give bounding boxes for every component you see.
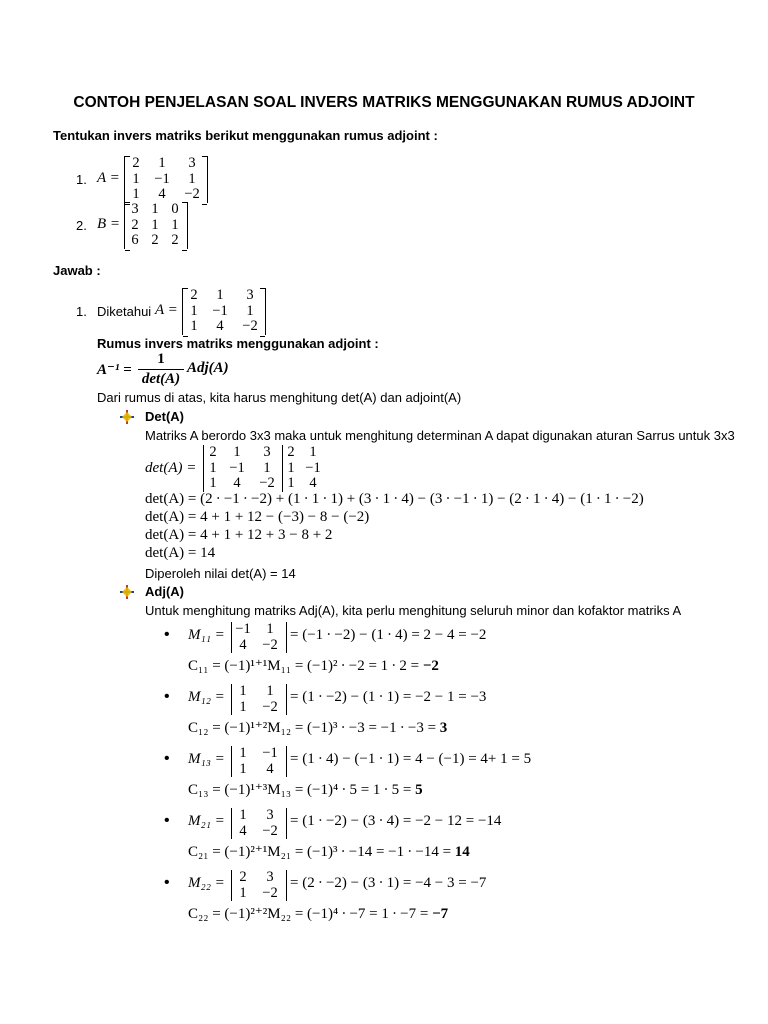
cofactor-value: −2 xyxy=(422,658,439,674)
bullet-icon xyxy=(120,410,134,424)
instruction-text: Tentukan invers matriks berikut menggunakan rumus adjoint : xyxy=(53,128,438,143)
list-bullet: • xyxy=(164,812,170,829)
problem-1-number: 1. xyxy=(76,172,87,187)
list-bullet: • xyxy=(164,750,170,767)
det-description: Matriks A berordo 3x3 maka untuk menghitung determinan A dapat digunakan aturan Sarrus untuk 3x3 xyxy=(145,428,735,443)
minor-label: M₂₂ = xyxy=(188,875,225,891)
cofactor-expression: C₁₁ = (−1)¹⁺¹M₁₁ = (−1)² ∙ −2 = 1 ∙ 2 = xyxy=(188,658,423,674)
bullet-icon xyxy=(120,585,134,599)
adj-description: Untuk menghitung matriks Adj(A), kita perlu menghitung seluruh minor dan kofaktor matriks A xyxy=(145,603,682,618)
minor-determinant: −1 1 4 −2 xyxy=(231,622,287,653)
problem-1-matrix: 2 1 3 1 −1 1 1 4 −2 xyxy=(124,156,208,203)
sarrus-determinant: 2 1 3 1 −1 1 1 4 −2 xyxy=(203,445,283,492)
cofactor-line xyxy=(188,718,447,737)
jawab-heading: Jawab : xyxy=(53,263,101,278)
cofactor-expression: C₁₃ = (−1)¹⁺³M₁₃ = (−1)⁴ ∙ 5 = 1 ∙ 5 = xyxy=(188,782,416,798)
rumus-denominator: det(A) xyxy=(141,371,181,387)
rumus-lhs: A⁻¹ = xyxy=(97,362,132,378)
answer-1-label: A = xyxy=(155,302,178,318)
list-bullet: • xyxy=(164,688,170,705)
adj-heading: Adj(A) xyxy=(145,584,184,599)
minor-determinant: 2 3 1 −2 xyxy=(231,870,287,901)
det-step-3: det(A) = 4 + 1 + 12 + 3 − 8 + 2 xyxy=(145,527,333,543)
det-step-4: det(A) = 14 xyxy=(145,545,216,561)
rumus-numerator: 1 xyxy=(157,351,165,367)
minor-determinant: 1 1 1 −2 xyxy=(231,684,287,715)
minor-label: M₁₂ = xyxy=(188,689,225,705)
minor-expression: = (−1 ∙ −2) − (1 ∙ 4) = 2 − 4 = −2 xyxy=(290,627,487,643)
rumus-adj: Adj(A) xyxy=(187,360,229,376)
minor-determinant: 1 −1 1 4 xyxy=(231,746,287,777)
sarrus-extension: 2 1 1 −1 1 4 xyxy=(287,444,321,491)
problem-2-number: 2. xyxy=(76,218,87,233)
sarrus-label: det(A) = xyxy=(145,460,197,476)
det-heading: Det(A) xyxy=(145,409,184,424)
det-result: Diperoleh nilai det(A) = 14 xyxy=(145,566,296,581)
minor-expression: = (1 ∙ −2) − (1 ∙ 1) = −2 − 1 = −3 xyxy=(290,689,487,705)
det-step-1: det(A) = (2 ∙ −1 ∙ −2) + (1 ∙ 1 ∙ 1) + (3 ∙ 1 ∙ 4) − (3 ∙ −1 ∙ 1) − (2 ∙ 1 ∙ 4) − (1 ∙ 1 ∙ −2) xyxy=(145,491,644,507)
dari-rumus-text: Dari rumus di atas, kita harus menghitung det(A) dan adjoint(A) xyxy=(97,390,462,405)
problem-2-matrix: 3 1 0 2 1 1 6 2 2 xyxy=(124,202,188,249)
minor-expression: = (1 ∙ −2) − (3 ∙ 4) = −2 − 12 = −14 xyxy=(290,813,502,829)
cofactor-value: 5 xyxy=(415,782,423,798)
cofactor-value: 14 xyxy=(454,844,470,860)
cofactor-line xyxy=(188,656,439,675)
cofactor-expression: C₁₂ = (−1)¹⁺²M₁₂ = (−1)³ ∙ −3 = −1 ∙ −3 = xyxy=(188,720,440,736)
rumus-title: Rumus invers matriks menggunakan adjoint : xyxy=(97,336,379,351)
cofactor-value: −7 xyxy=(432,906,449,922)
cofactor-expression: C₂₁ = (−1)²⁺¹M₂₁ = (−1)³ ∙ −14 = −1 ∙ −14 = xyxy=(188,844,455,860)
page-title: CONTOH PENJELASAN SOAL INVERS MATRIKS MENGGUNAKAN RUMUS ADJOINT xyxy=(73,94,695,111)
det-step-2: det(A) = 4 + 1 + 12 − (−3) − 8 − (−2) xyxy=(145,509,370,525)
cofactor-line xyxy=(188,842,470,861)
minor-label: M₁₁ = xyxy=(188,627,225,643)
answer-1-number: 1. xyxy=(76,304,87,319)
cofactor-line xyxy=(188,780,423,799)
rumus-fraction xyxy=(138,351,184,388)
cofactor-expression: C₂₂ = (−1)²⁺²M₂₂ = (−1)⁴ ∙ −7 = 1 ∙ −7 = xyxy=(188,906,433,922)
problem-1-label: A = xyxy=(97,170,120,186)
diketahui-label: Diketahui xyxy=(97,304,152,319)
list-bullet: • xyxy=(164,874,170,891)
answer-1-matrix: 2 1 3 1 −1 1 1 4 −2 xyxy=(182,288,266,335)
minor-label: M₁₃ = xyxy=(188,751,225,767)
cofactor-line xyxy=(188,904,448,923)
minor-label: M₂₁ = xyxy=(188,813,225,829)
problem-2-label: B = xyxy=(97,216,121,232)
minor-expression: = (1 ∙ 4) − (−1 ∙ 1) = 4 − (−1) = 4+ 1 = 5 xyxy=(290,751,532,767)
list-bullet: • xyxy=(164,626,170,643)
minor-determinant: 1 3 4 −2 xyxy=(231,808,287,839)
cofactor-value: 3 xyxy=(439,720,448,736)
minor-expression: = (2 ∙ −2) − (3 ∙ 1) = −4 − 3 = −7 xyxy=(290,875,487,891)
